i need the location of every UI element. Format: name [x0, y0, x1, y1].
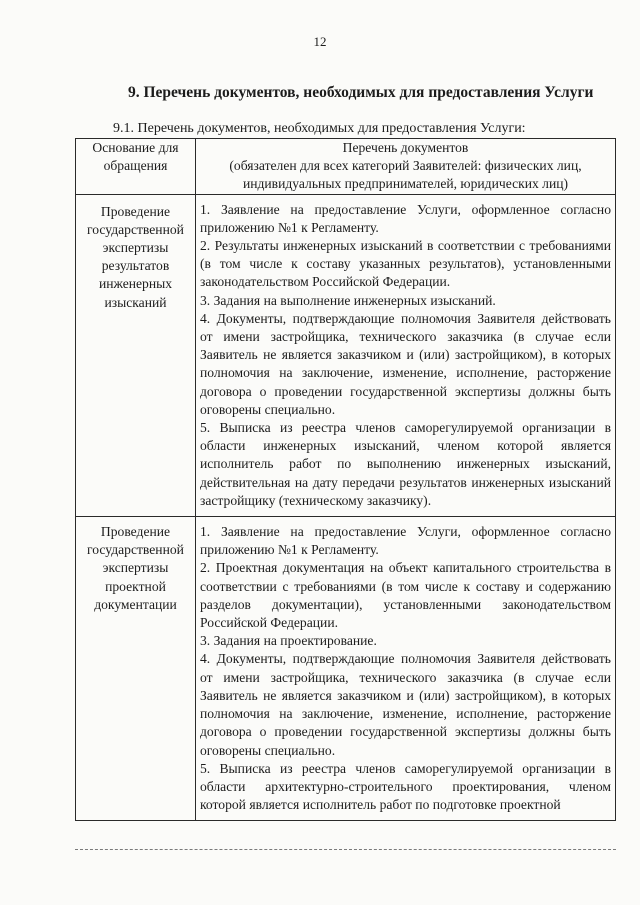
header-basis: Основание для обращения: [76, 139, 196, 195]
header-documents-title: Перечень документов: [342, 140, 469, 155]
document-item: 2. Проектная документация на объект капитального строительства в соответствии с требованиями (в том числе к составу и содержанию разделов документации), установленными законодательством Российской Федерации.: [200, 560, 611, 631]
table-row: [76, 194, 616, 516]
document-item: 5. Выписка из реестра членов саморегулируемой организации в области инженерных изысканий, членом которой является исполнитель работ по выполнению инженерных изысканий, действительная на дату передачи результатов инженерных изысканий застройщику (техническому заказчику).: [200, 420, 611, 508]
section-title: 9. Перечень документов, необходимых для предоставления Услуги: [128, 84, 594, 101]
row-basis: Проведение государственной экспертизы проектной документации: [76, 517, 196, 821]
table-row: [76, 517, 616, 821]
page-cut-line: [75, 849, 616, 850]
document-item: 5. Выписка из реестра членов саморегулируемой организации в области архитектурно-строительного проектирования, членом которой является исполнитель работ по подготовке проектной: [200, 760, 611, 813]
header-documents-note: (обязателен для всех категорий Заявителей: физических лиц, индивидуальных предпринимателей, юридических лиц): [229, 158, 582, 192]
document-item: 3. Задания на выполнение инженерных изысканий.: [200, 292, 496, 308]
document-item: 4. Документы, подтверждающие полномочия Заявителя действовать от имени застройщика, технического заказчика (в случае если Заявитель не является заказчиком и (или) застройщиком), в которых полномочия на заключение, изменение, исполнение, расторжение договора о проведении государственной экспертизы должны быть оговорены специально.: [200, 651, 611, 758]
row-documents: [196, 517, 616, 821]
document-item: 1. Заявление на предоставление Услуги, оформленное согласно приложению №1 к Регламенту.: [200, 201, 611, 235]
documents-table: [75, 138, 616, 821]
table-header-row: [76, 139, 616, 195]
document-item: 4. Документы, подтверждающие полномочия Заявителя действовать от имени застройщика, технического заказчика (в случае если Заявитель не является заказчиком и (или) застройщиком), в которых полномочия на заключение, изменение, исполнение, расторжение договора о проведении государственной экспертизы должны быть оговорены специально.: [200, 310, 611, 417]
header-documents: [196, 139, 616, 195]
document-item: 1. Заявление на предоставление Услуги, оформленное согласно приложению №1 к Регламенту.: [200, 524, 611, 558]
row-documents: [196, 194, 616, 516]
document-item: 3. Задания на проектирование.: [200, 633, 377, 649]
row-basis: Проведение государственной экспертизы результатов инженерных изысканий: [76, 194, 196, 516]
subsection-title: 9.1. Перечень документов, необходимых для предоставления Услуги:: [113, 121, 526, 136]
page-number: 12: [313, 34, 327, 49]
document-item: 2. Результаты инженерных изысканий в соответствии с требованиями (в том числе к составу указанных результатов), установленными законодательством Российской Федерации.: [200, 238, 611, 290]
table-clip: [0, 138, 640, 850]
